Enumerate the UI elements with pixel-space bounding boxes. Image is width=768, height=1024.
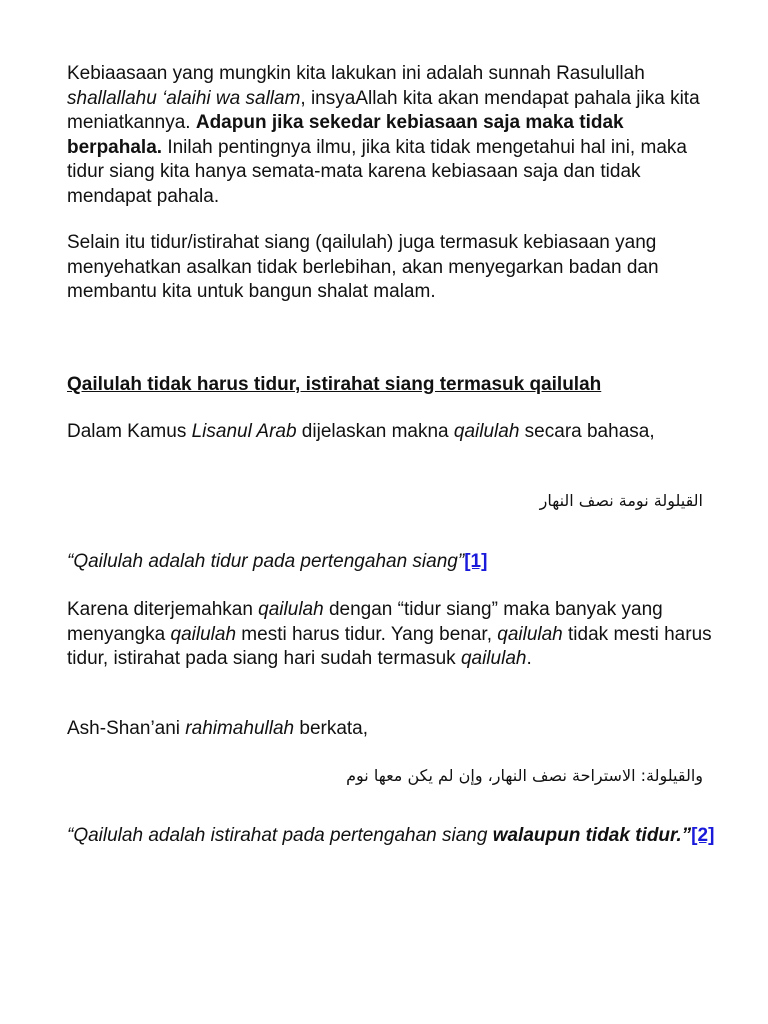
paragraph-text: secara bahasa, xyxy=(519,421,655,442)
arabic-quote-1: القيلولة نومة نصف النهار xyxy=(539,491,703,510)
paragraph-ash-shanani xyxy=(67,717,717,742)
term-italic: qailulah xyxy=(170,623,237,645)
term-italic: qailulah xyxy=(497,623,563,645)
paragraph-text: Dalam Kamus xyxy=(67,421,192,442)
honorific-italic: rahimahullah xyxy=(185,718,295,739)
paragraph-lisanul-arab xyxy=(67,420,717,445)
term-italic: qailulah xyxy=(460,648,527,669)
paragraph-text: . xyxy=(526,648,532,669)
paragraph-explanation xyxy=(67,598,717,672)
paragraph-sunnah xyxy=(67,62,717,209)
term-italic: qailulah xyxy=(453,421,520,442)
quote-bold-text: walaupun tidak tidur.” xyxy=(492,825,692,846)
arabic-quote-2: والقيلولة: الاستراحة نصف النهار، وإن لم يكن معها نوم xyxy=(346,766,703,785)
book-title-italic: Lisanul Arab xyxy=(191,421,297,442)
translation-quote-1 xyxy=(67,550,717,575)
term-italic: qailulah xyxy=(258,599,324,620)
translation-quote-2 xyxy=(67,824,717,849)
paragraph-text: Karena diterjemahkan xyxy=(67,599,259,620)
paragraph-text: Kebiaasaan yang mungkin kita lakukan ini adalah sunnah Rasulullah xyxy=(67,63,645,84)
paragraph-text: dijelaskan makna xyxy=(296,421,454,442)
paragraph-text: , insyaAllah kita akan mendapat pahala jika kita meniatkannya. xyxy=(67,87,700,133)
paragraph-text: dengan “tidur siang” maka banyak yang menyangka xyxy=(67,599,663,645)
paragraph-health xyxy=(67,231,717,305)
paragraph-text: berkata, xyxy=(294,718,369,739)
footnote-link-1[interactable]: [1] xyxy=(464,551,488,572)
quote-text: “Qailulah adalah tidur pada pertengahan siang” xyxy=(67,551,465,572)
paragraph-text: Ash-Shan’ani xyxy=(67,718,186,739)
bold-statement: Adapun jika sekedar kebiasaan saja maka tidak berpahala. xyxy=(67,112,624,158)
paragraph-text: tidak mesti harus tidur, istirahat pada siang hari sudah termasuk xyxy=(67,623,712,669)
footnote-link-2[interactable]: [2] xyxy=(691,825,715,846)
paragraph-text: Inilah pentingnya ilmu, jika kita tidak mengetahui hal ini, maka tidur siang kita hanya semata-mata karena kebiasaan saja dan tidak mendapat pahala. xyxy=(67,136,687,207)
paragraph-text: Selain itu tidur/istirahat siang (qailulah) juga termasuk kebiasaan yang menyehatkan asalkan tidak berlebihan, akan menyegarkan badan dan membantu kita untuk bangun shalat malam. xyxy=(67,232,659,302)
salawat-italic: shallallahu ‘alaihi wa sallam xyxy=(67,87,301,109)
section-heading: Qailulah tidak harus tidur, istirahat siang termasuk qailulah xyxy=(67,374,602,395)
quote-text: “Qailulah adalah istirahat pada pertengahan siang xyxy=(67,825,493,846)
paragraph-text: mesti harus tidur. Yang benar, xyxy=(236,623,498,645)
